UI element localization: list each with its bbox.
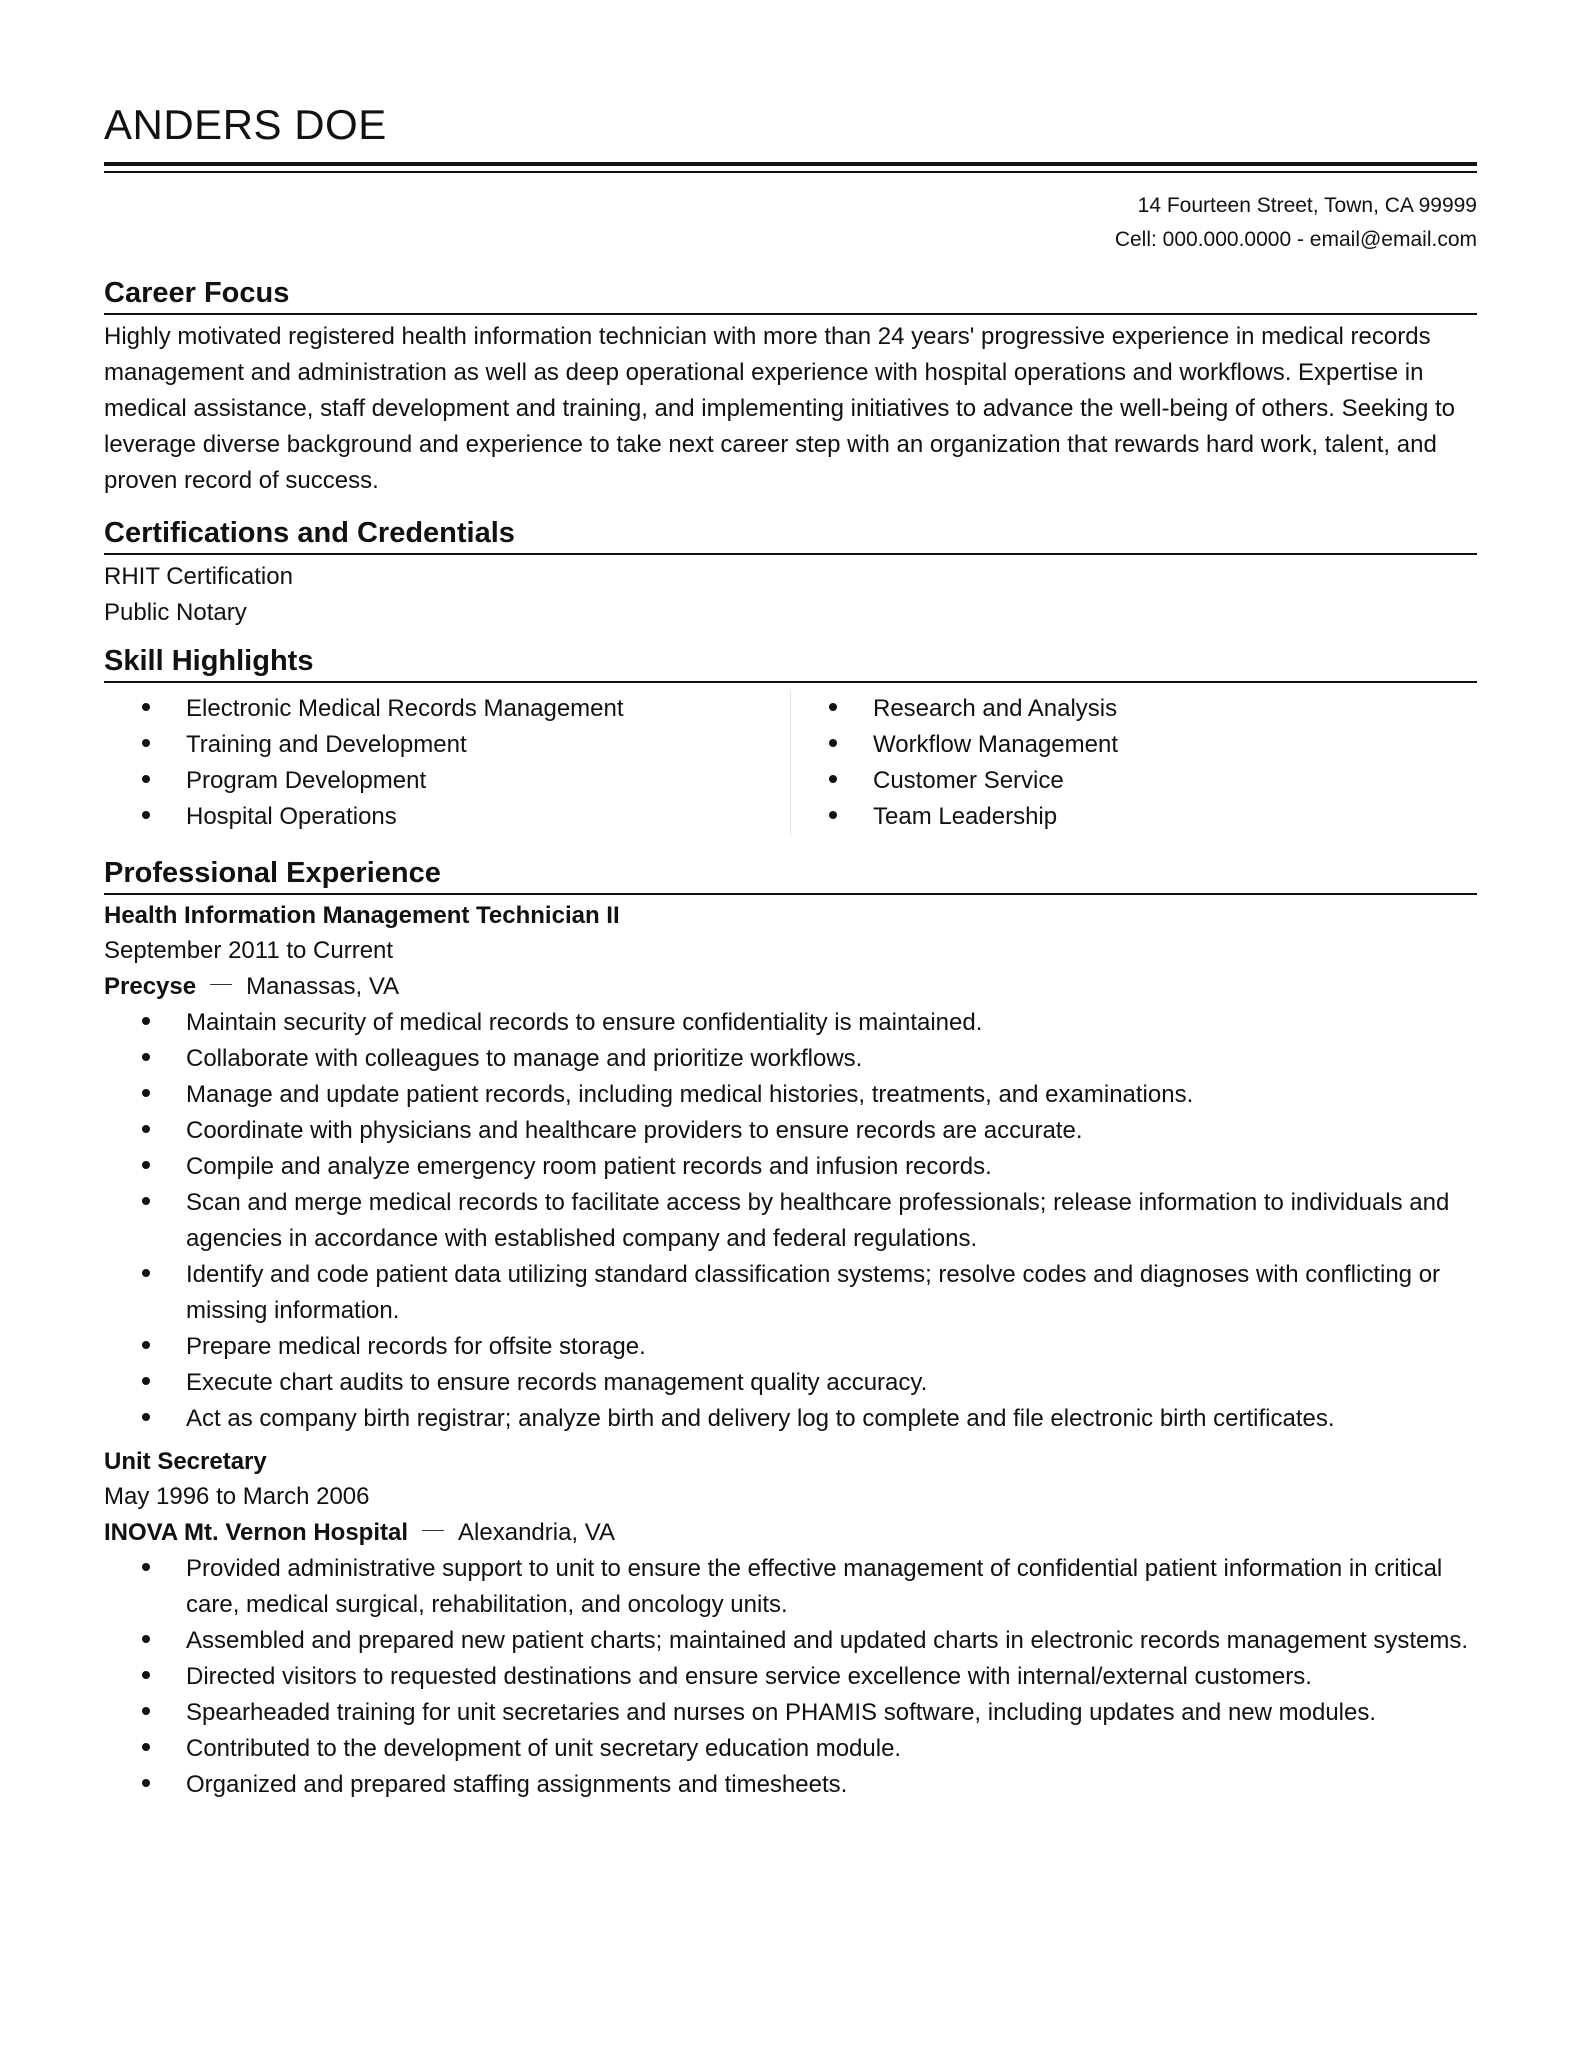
skills-column-right [791,691,1477,835]
bullet-icon [142,1413,150,1421]
job-dates: September 2011 to Current [104,937,394,964]
job-title: Health Information Management Technician II [104,902,620,929]
section-title: Certifications and Credentials [104,517,515,549]
header-rule-thick [104,162,1477,166]
job-bullet: Identify and code patient data utilizing standard classification systems; resolve codes and diagnoses with conflicting or missing information. [104,1257,1477,1329]
job-bullet: Compile and analyze emergency room patient records and infusion records. [104,1149,1477,1185]
job-location: Alexandria, VA [458,1519,616,1546]
experience-section [104,855,1477,1803]
section-rule [104,553,1477,555]
job-location: Manassas, VA [246,973,400,1000]
job-bullet: Prepare medical records for offsite storage. [104,1329,1477,1365]
bullet-icon [142,1017,150,1025]
job-bullet: Collaborate with colleagues to manage and prioritize workflows. [104,1041,1477,1077]
job-bullet: Act as company birth registrar; analyze birth and delivery log to complete and file electronic birth certificates. [104,1401,1477,1437]
skills-section [104,643,1477,835]
skill-item: Hospital Operations [104,799,790,835]
bullet-icon [142,1635,150,1643]
bullet-icon [829,811,837,819]
job-bullet: Assembled and prepared new patient charts; maintained and updated charts in electronic records management systems. [104,1623,1477,1659]
skill-item: Team Leadership [791,799,1477,835]
skill-item: Training and Development [104,727,790,763]
skill-item: Research and Analysis [791,691,1477,727]
job-bullet: Directed visitors to requested destinations and ensure service excellence with internal/external customers. [104,1659,1477,1695]
job-org-line [104,1515,1477,1551]
job-org-line [104,969,1477,1005]
job-entry [104,1445,1477,1803]
bullet-icon [142,739,150,747]
section-title: Skill Highlights [104,645,314,677]
job-bullet: Organized and prepared staffing assignments and timesheets. [104,1767,1477,1803]
section-rule [104,893,1477,895]
bullet-icon [142,1707,150,1715]
job-bullet: Scan and merge medical records to facilitate access by healthcare professionals; release information to individuals and agencies in accordance with established company and federal regulations. [104,1185,1477,1257]
skills-column-left [104,691,791,835]
bullet-icon [142,1743,150,1751]
career-focus-text: Highly motivated registered health information technician with more than 24 years' progressive experience in medical records management and administration as well as deep operational experience with hospital operations and workflows. Expertise in medical assistance, staff development and training, and implementing initiatives to advance the well-being of others. Seeking to leverage diverse background and experience to take next career step with an organization that rewards hard work, talent, and proven record of success. [104,323,1456,494]
job-bullet: Spearheaded training for unit secretaries and nurses on PHAMIS software, including updates and new modules. [104,1695,1477,1731]
skill-item: Workflow Management [791,727,1477,763]
job-org: Precyse [104,973,197,1000]
job-entry [104,899,1477,1437]
section-title: Career Focus [104,277,290,309]
skill-item: Customer Service [791,763,1477,799]
section-rule [104,313,1477,315]
job-bullet: Contributed to the development of unit secretary education module. [104,1731,1477,1767]
skill-item: Electronic Medical Records Management [104,691,790,727]
address-line: 14 Fourteen Street, Town, CA 99999 [1137,194,1477,217]
job-dates: May 1996 to March 2006 [104,1483,370,1510]
job-bullet: Coordinate with physicians and healthcare providers to ensure records are accurate. [104,1113,1477,1149]
bullet-icon [142,1161,150,1169]
bullet-icon [142,1125,150,1133]
section-title: Professional Experience [104,857,441,889]
bullet-icon [829,775,837,783]
skill-item: Program Development [104,763,790,799]
header-rule-thin [104,171,1477,173]
bullet-icon [829,739,837,747]
job-title: Unit Secretary [104,1448,267,1475]
bullet-icon [142,1779,150,1787]
job-bullet: Manage and update patient records, including medical histories, treatments, and examinations. [104,1077,1477,1113]
bullet-icon [142,811,150,819]
bullet-icon [142,1563,150,1571]
job-bullet: Execute chart audits to ensure records management quality accuracy. [104,1365,1477,1401]
job-org: INOVA Mt. Vernon Hospital [104,1519,409,1546]
bullet-icon [142,703,150,711]
certification-item: Public Notary [104,599,247,626]
certifications-section [104,515,1477,631]
bullet-icon [829,703,837,711]
bullet-icon [142,1089,150,1097]
job-bullet: Maintain security of medical records to ensure confidentiality is maintained. [104,1005,1477,1041]
skills-grid [104,691,1477,835]
section-rule [104,681,1477,683]
em-dash-separator [422,1530,444,1531]
contact-block [104,189,1477,257]
bullet-icon [142,1197,150,1205]
resume-content [104,100,1477,1811]
candidate-name: ANDERS DOE [104,101,387,148]
bullet-icon [142,1269,150,1277]
bullet-icon [142,1341,150,1349]
certification-item: RHIT Certification [104,563,293,590]
contact-line: Cell: 000.000.0000 - email@email.com [1114,228,1477,251]
bullet-icon [142,775,150,783]
bullet-icon [142,1671,150,1679]
bullet-icon [142,1377,150,1385]
career-focus-section [104,275,1477,499]
job-bullet: Provided administrative support to unit to ensure the effective management of confidential patient information in critical care, medical surgical, rehabilitation, and oncology units. [104,1551,1477,1623]
em-dash-separator [210,984,232,985]
bullet-icon [142,1053,150,1061]
